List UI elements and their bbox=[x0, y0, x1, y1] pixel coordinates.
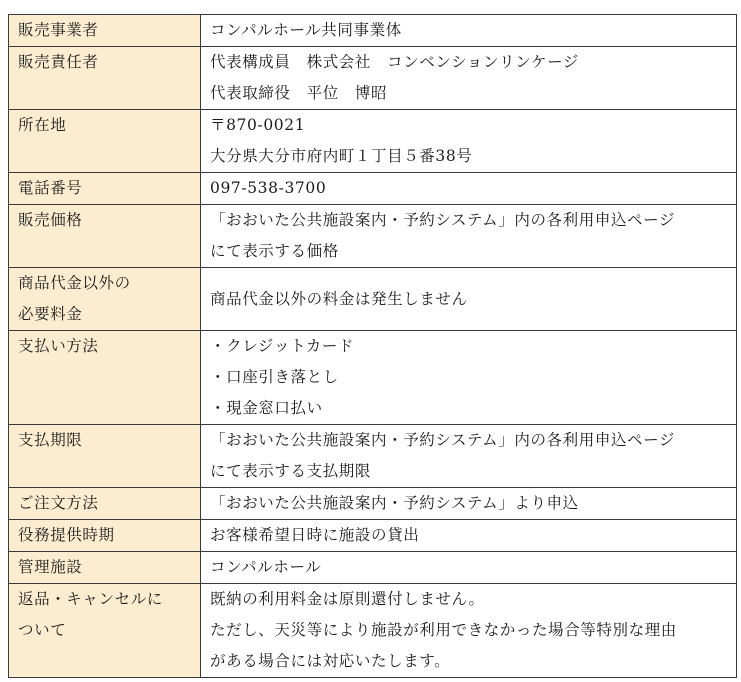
sales-info-table-wrapper bbox=[8, 14, 736, 678]
row-label-facility bbox=[9, 552, 201, 584]
label-line: 支払期限 bbox=[18, 431, 83, 449]
label-line: ご注文方法 bbox=[18, 494, 99, 512]
value-line: 代表構成員 株式会社 コンベンションリンケージ bbox=[210, 53, 579, 71]
label-line: 販売事業者 bbox=[18, 21, 99, 39]
label-line: 販売価格 bbox=[18, 211, 83, 229]
label-line: 支払い方法 bbox=[18, 337, 99, 355]
table-row bbox=[9, 15, 737, 47]
row-label-service-timing bbox=[9, 520, 201, 552]
value-line: 「おおいた公共施設案内・予約システム」内の各利用申込ページ bbox=[210, 431, 676, 449]
value-line: 〒870-0021 bbox=[210, 116, 306, 134]
row-label-seller bbox=[9, 15, 201, 47]
value-line: 大分県大分市府内町１丁目５番38号 bbox=[210, 147, 473, 165]
label-line: 管理施設 bbox=[18, 558, 83, 576]
value-line: がある場合には対応いたします。 bbox=[210, 652, 451, 670]
label-line: 販売責任者 bbox=[18, 53, 99, 71]
value-line: コンパルホール共同事業体 bbox=[210, 21, 402, 39]
value-line: にて表示する価格 bbox=[210, 242, 339, 260]
label-line: 所在地 bbox=[18, 116, 67, 134]
row-value-cancellation bbox=[201, 584, 737, 678]
value-line: コンパルホール bbox=[210, 558, 322, 576]
value-line: 「おおいた公共施設案内・予約システム」より申込 bbox=[210, 494, 579, 512]
row-value-price bbox=[201, 205, 737, 268]
table-row bbox=[9, 331, 737, 425]
label-line: 電話番号 bbox=[18, 179, 83, 197]
value-line: にて表示する支払期限 bbox=[210, 462, 372, 480]
row-value-seller bbox=[201, 15, 737, 47]
table-row bbox=[9, 488, 737, 520]
label-line: ついて bbox=[18, 621, 67, 639]
table-row bbox=[9, 520, 737, 552]
row-label-payment-deadline bbox=[9, 425, 201, 488]
table-row bbox=[9, 47, 737, 110]
label-line: 必要料金 bbox=[18, 305, 83, 323]
value-line: ・口座引き落とし bbox=[210, 368, 339, 386]
table-row bbox=[9, 584, 737, 678]
value-line: 「おおいた公共施設案内・予約システム」内の各利用申込ページ bbox=[210, 211, 676, 229]
value-line: 既納の利用料金は原則還付しません。 bbox=[210, 590, 485, 608]
row-label-responsible bbox=[9, 47, 201, 110]
row-label-phone bbox=[9, 173, 201, 205]
value-line: ・クレジットカード bbox=[210, 337, 355, 355]
row-value-phone bbox=[201, 173, 737, 205]
table-row bbox=[9, 552, 737, 584]
table-row bbox=[9, 173, 737, 205]
table-row bbox=[9, 110, 737, 173]
label-line: 役務提供時期 bbox=[18, 526, 115, 544]
row-label-payment-method bbox=[9, 331, 201, 425]
table-row bbox=[9, 268, 737, 331]
table-row bbox=[9, 205, 737, 268]
value-line: 商品代金以外の料金は発生しません bbox=[210, 289, 468, 308]
label-line: 返品・キャンセルに bbox=[18, 590, 163, 608]
row-value-extra-fees bbox=[201, 268, 737, 331]
row-label-price bbox=[9, 205, 201, 268]
row-label-address bbox=[9, 110, 201, 173]
row-value-address bbox=[201, 110, 737, 173]
value-line: 097-538-3700 bbox=[210, 179, 327, 197]
table-row bbox=[9, 425, 737, 488]
value-line: ・現金窓口払い bbox=[210, 399, 323, 417]
row-value-payment-deadline bbox=[201, 425, 737, 488]
row-value-order-method bbox=[201, 488, 737, 520]
value-line: 代表取締役 平位 博昭 bbox=[210, 84, 388, 102]
commercial-transactions-table bbox=[8, 14, 737, 678]
row-value-service-timing bbox=[201, 520, 737, 552]
row-label-cancellation bbox=[9, 584, 201, 678]
label-line: 商品代金以外の bbox=[18, 274, 131, 292]
value-line: お客様希望日時に施設の貸出 bbox=[210, 526, 420, 544]
row-value-payment-method bbox=[201, 331, 737, 425]
row-value-responsible bbox=[201, 47, 737, 110]
row-value-facility bbox=[201, 552, 737, 584]
row-label-extra-fees bbox=[9, 268, 201, 331]
row-label-order-method bbox=[9, 488, 201, 520]
value-line: ただし、天災等により施設が利用できなかった場合等特別な理由 bbox=[210, 621, 677, 639]
